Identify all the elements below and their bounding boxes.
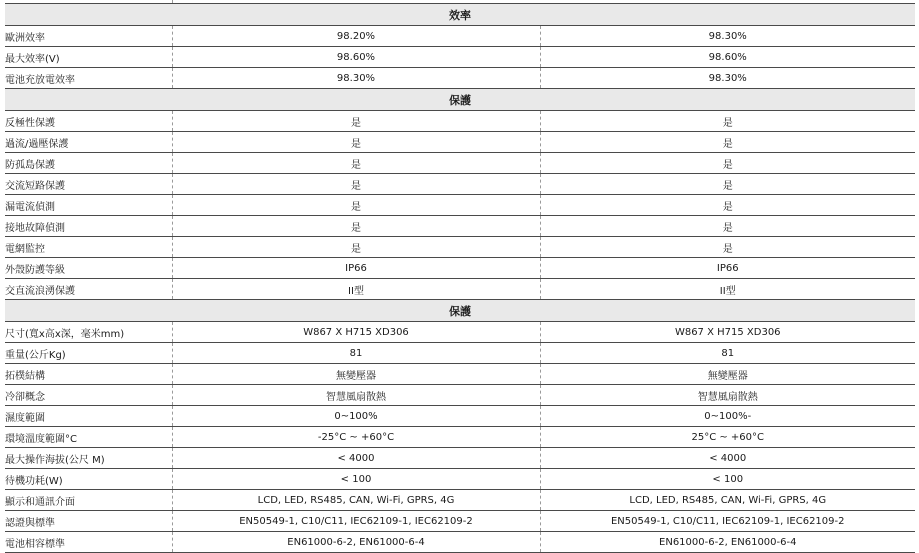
spec-value-model-2: LCD, LED, RS485, CAN, Wi-Fi, GPRS, 4G [540,490,915,511]
spec-value-model-1: < 4000 [172,448,540,469]
spec-value-model-1: 智慧風扇散熱 [172,385,540,406]
spec-label: 電池相容標準 [5,532,172,553]
table-row [5,153,915,174]
table-row [5,448,915,469]
spec-label: 外殼防護等級 [5,258,172,279]
spec-value-model-1: 無變壓器 [172,364,540,385]
spec-value-model-1: < 100 [172,469,540,490]
spec-label: 拓樸結構 [5,364,172,385]
table-row [5,322,915,343]
spec-table [5,0,915,553]
spec-value-model-1: 是 [172,237,540,258]
table-row [5,343,915,364]
spec-label: 歐洲效率 [5,26,172,47]
spec-value-model-2: 是 [540,195,915,216]
spec-value-model-2: EN61000-6-2, EN61000-6-4 [540,532,915,553]
spec-value-model-2: 是 [540,111,915,132]
spec-label: 交流短路保護 [5,174,172,195]
table-row [5,511,915,532]
spec-label: 過流/過壓保護 [5,132,172,153]
spec-value-model-2: EN50549-1, C10/C11, IEC62109-1, IEC62109-2 [540,511,915,532]
table-row [5,26,915,47]
section-header [5,89,915,111]
spec-value-model-1: 是 [172,132,540,153]
spec-value-model-2: II型 [540,279,915,300]
spec-value-model-2: 是 [540,153,915,174]
table-row [5,195,915,216]
spec-value-model-2: 81 [540,343,915,364]
table-row [5,216,915,237]
table-row [5,427,915,448]
spec-value-model-2: 智慧風扇散熱 [540,385,915,406]
table-row [5,111,915,132]
spec-label: 認證與標準 [5,511,172,532]
table-row [5,47,915,68]
spec-label: 漏電流偵測 [5,195,172,216]
spec-value-model-1: II型 [172,279,540,300]
spec-value-model-1: 98.20% [172,26,540,47]
spec-label: 最大效率(V) [5,47,172,68]
spec-value-model-1: W867 X H715 XD306 [172,322,540,343]
section-header [5,300,915,322]
spec-label: 最大操作海拔(公尺 M) [5,448,172,469]
spec-value-model-2: 是 [540,237,915,258]
table-row [5,132,915,153]
spec-label: 濕度範圍 [5,406,172,427]
spec-label: 電網監控 [5,237,172,258]
spec-value-model-1: IP66 [172,258,540,279]
table-row [5,279,915,300]
section-title: 效率 [5,4,915,26]
spec-value-model-1: 0~100% [172,406,540,427]
spec-value-model-1: LCD, LED, RS485, CAN, Wi-Fi, GPRS, 4G [172,490,540,511]
spec-label: 交直流浪湧保護 [5,279,172,300]
table-row [5,174,915,195]
spec-label: 待機功耗(W) [5,469,172,490]
spec-value-model-1: EN50549-1, C10/C11, IEC62109-1, IEC62109-2 [172,511,540,532]
spec-value-model-1: 98.60% [172,47,540,68]
spec-value-model-2: 98.60% [540,47,915,68]
table-row [5,406,915,427]
spec-label: 尺寸(寬x高x深，毫米mm) [5,322,172,343]
spec-value-model-1: 是 [172,111,540,132]
spec-value-model-1: 是 [172,174,540,195]
spec-value-model-1: 是 [172,195,540,216]
section-title: 保護 [5,300,915,322]
table-row [5,532,915,553]
spec-value-model-2: IP66 [540,258,915,279]
spec-value-model-2: < 100 [540,469,915,490]
table-row [5,469,915,490]
spec-label: 冷卻概念 [5,385,172,406]
spec-value-model-2: 是 [540,174,915,195]
spec-value-model-2: 98.30% [540,26,915,47]
spec-label: 防孤島保護 [5,153,172,174]
section-header [5,4,915,26]
spec-label: 接地故障偵測 [5,216,172,237]
section-title: 保護 [5,89,915,111]
spec-value-model-2: 是 [540,132,915,153]
table-row [5,237,915,258]
spec-value-model-2: 0~100%- [540,406,915,427]
spec-value-model-1: 是 [172,153,540,174]
spec-label: 重量(公斤Kg) [5,343,172,364]
spec-value-model-1: EN61000-6-2, EN61000-6-4 [172,532,540,553]
table-row [5,258,915,279]
spec-value-model-1: 81 [172,343,540,364]
spec-table-body [5,0,915,553]
spec-value-model-2: W867 X H715 XD306 [540,322,915,343]
spec-label: 電池充放電效率 [5,68,172,89]
table-row [5,364,915,385]
spec-value-model-1: -25°C ~ +60°C [172,427,540,448]
table-row [5,490,915,511]
spec-value-model-2: 無變壓器 [540,364,915,385]
spec-label: 反極性保護 [5,111,172,132]
spec-label: 顯示和通訊介面 [5,490,172,511]
spec-value-model-2: < 4000 [540,448,915,469]
spec-value-model-2: 25°C ~ +60°C [540,427,915,448]
spec-value-model-1: 是 [172,216,540,237]
spec-value-model-2: 是 [540,216,915,237]
spec-value-model-2: 98.30% [540,68,915,89]
table-row [5,385,915,406]
spec-value-model-1: 98.30% [172,68,540,89]
table-row [5,68,915,89]
spec-label: 環境溫度範圍°C [5,427,172,448]
